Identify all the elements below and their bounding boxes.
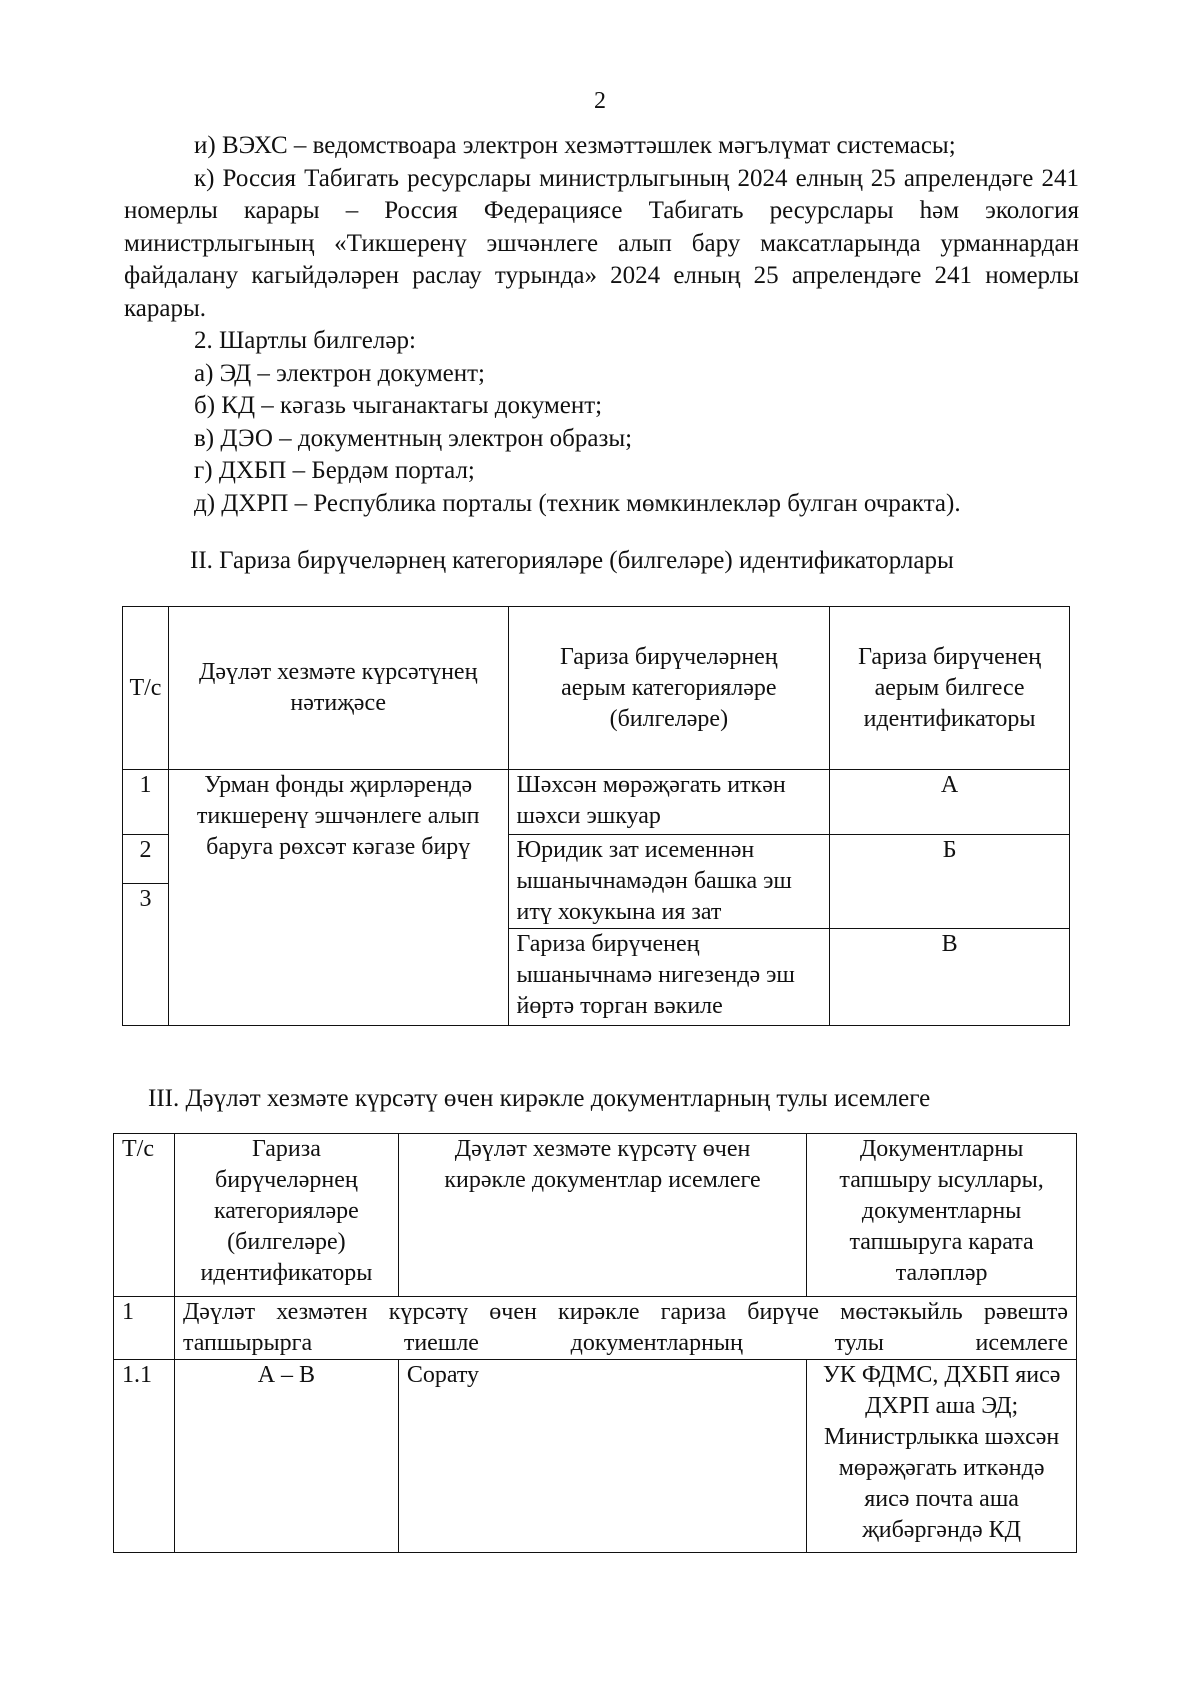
section-2-heading: II. Гариза бирүчеләрнең категорияләре (билгеләре) идентификаторлары bbox=[190, 547, 954, 574]
header-docs: Дәүләт хезмәте күрсәтү өчен кирәкле документлар исемлеге bbox=[398, 1134, 806, 1297]
row-num: 1 bbox=[114, 1297, 175, 1360]
table-row bbox=[114, 1360, 1077, 1553]
definition-item-i: и) ВЭХС – ведомствоара электрон хезмәттәшлек мәгълүмат системасы; bbox=[194, 132, 956, 159]
table-row bbox=[114, 1297, 1077, 1360]
category-cell: А – В bbox=[174, 1360, 398, 1553]
row-num: 3 bbox=[123, 884, 169, 1026]
abbr-item-g: г) ДХБП – Бердәм портал; bbox=[194, 457, 475, 484]
category-cell: Гариза бирүченең ышанычнамә нигезендә эш йөртә торган вәкиле bbox=[508, 929, 830, 1026]
row-num: 2 bbox=[123, 835, 169, 884]
intro-text bbox=[124, 130, 1079, 520]
table-header-row bbox=[123, 607, 1070, 770]
table-row bbox=[123, 770, 1070, 835]
identifier-cell: А bbox=[830, 770, 1070, 835]
page-number: 2 bbox=[594, 88, 606, 114]
header-category: Гариза бирүчеләрнең категорияләре (билгеләре) идентификаторы bbox=[174, 1134, 398, 1297]
category-cell: Юридик зат исеменнән ышанычнамәдән башка эш итү хокукына ия зат bbox=[508, 835, 830, 929]
required-documents-table bbox=[113, 1133, 1077, 1553]
identifier-cell: Б bbox=[830, 835, 1070, 929]
table-header-row bbox=[114, 1134, 1077, 1297]
abbr-item-b: б) КД – кәгазь чыганактагы документ; bbox=[194, 392, 603, 419]
abbr-item-v: в) ДЭО – документның электрон образы; bbox=[194, 424, 633, 452]
row-num: 1 bbox=[123, 770, 169, 835]
header-identifier: Гариза бирүченең аерым билгесе идентификаторы bbox=[830, 607, 1070, 770]
header-result: Дәүләт хезмәте күрсәтүнең нәтиҗәсе bbox=[168, 607, 508, 770]
category-cell: Шәхсән мөрәҗәгать иткән шәхси эшкуар bbox=[508, 770, 830, 835]
abbr-item-a: а) ЭД – электрон документ; bbox=[194, 359, 486, 387]
header-num: Т/с bbox=[114, 1134, 175, 1297]
abbr-item-d: д) ДХРП – Республика порталы (техник мөмкинлекләр булган очракта). bbox=[194, 489, 961, 517]
section-3-heading: III. Дәүләт хезмәте күрсәтү өчен кирәкле документларның тулы исемлеге bbox=[148, 1085, 931, 1112]
identifier-cell: В bbox=[830, 929, 1070, 1026]
row-num: 1.1 bbox=[114, 1360, 175, 1553]
row-description: Дәүләт хезмәтен күрсәтү өчен кирәкле гариза бирүче мөстәкыйль рәвештә тапшырырга тиешле документларның тулы исемлеге bbox=[174, 1297, 1076, 1360]
header-category: Гариза бирүчеләрнең аерым категорияләре (билгеләре) bbox=[508, 607, 830, 770]
docs-cell: Сорату bbox=[398, 1360, 806, 1553]
section-2-title: 2. Шартлы билгеләр: bbox=[194, 327, 416, 354]
definition-item-k: к) Россия Табигать ресурслары министрлыгының 2024 елның 25 апрелендәге 241 номерлы карары – Россия Федерациясе Табигать ресурслары һәм экология министрлыгының «Тикшеренү эшчәнлеге алып бару максатларында урманнардан файдалану кагыйдәләрен раслау турында» 2024 елның 25 апрелендәге 241 номерлы карары. bbox=[124, 164, 1079, 322]
header-methods: Документларны тапшыру ысуллары, документларны тапшыруга карата таләпләр bbox=[807, 1134, 1077, 1297]
applicant-categories-table bbox=[122, 606, 1070, 1026]
result-cell: Урман фонды җирләрендә тикшеренү эшчәнлеге алып баруга рөхсәт кәгазе бирү bbox=[168, 770, 508, 1026]
header-num: Т/с bbox=[123, 607, 169, 770]
methods-cell: УК ФДМС, ДХБП яисә ДХРП аша ЭД; Министрлыкка шәхсән мөрәҗәгать иткәндә яисә почта аша җибәргәндә КД bbox=[807, 1360, 1077, 1553]
